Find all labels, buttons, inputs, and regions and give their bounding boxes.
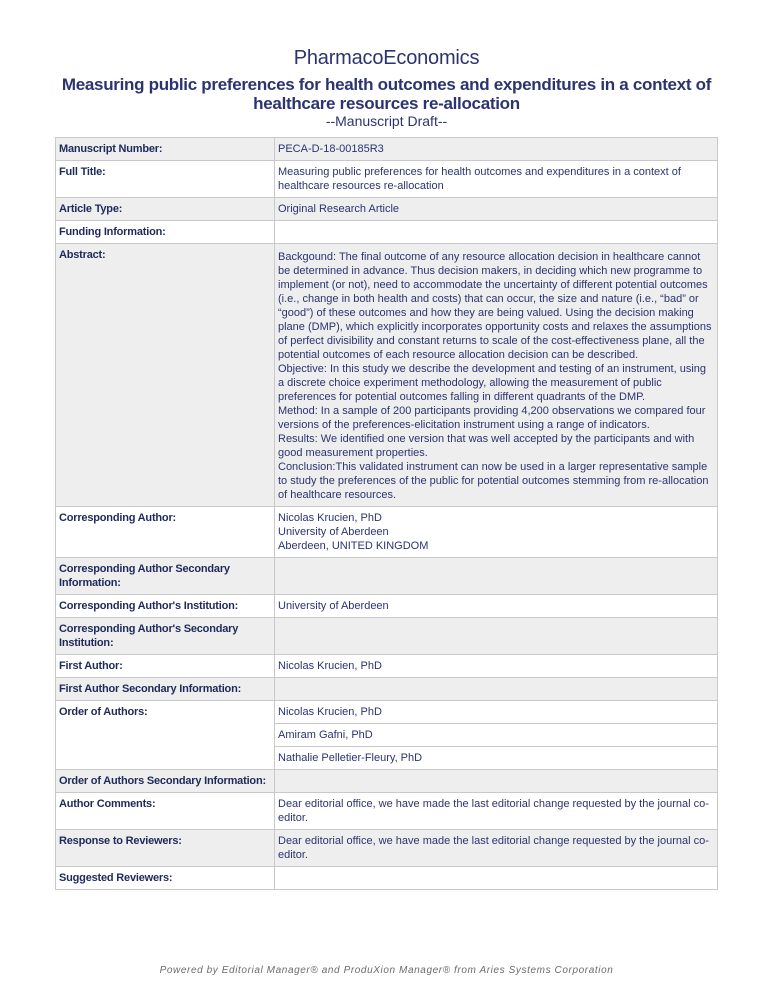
response-reviewers-label: Response to Reviewers:	[56, 830, 275, 867]
table-row	[56, 655, 718, 678]
abstract-label: Abstract:	[56, 244, 275, 507]
corr-secondary-value	[275, 558, 718, 595]
author-comments-value: Dear editorial office, we have made the last editorial change requested by the journal co-editor.	[275, 793, 718, 830]
corresponding-author-location: Aberdeen, UNITED KINGDOM	[278, 540, 429, 552]
draft-label: --Manuscript Draft--	[325, 113, 448, 129]
response-reviewers-value: Dear editorial office, we have made the last editorial change requested by the journal co-editor.	[275, 830, 718, 867]
table-row	[56, 701, 718, 724]
corr-secondary-label: Corresponding Author Secondary Information:	[56, 558, 275, 595]
order-secondary-label: Order of Authors Secondary Information:	[56, 770, 275, 793]
table-row	[56, 244, 718, 507]
table-row	[56, 558, 718, 595]
author-1: Nicolas Krucien, PhD	[275, 701, 718, 724]
manuscript-title: Measuring public preferences for health outcomes and expenditures in a context of healthcare resources re-allocation	[61, 75, 712, 113]
corr-institution-label: Corresponding Author's Institution:	[56, 595, 275, 618]
manuscript-number-value: PECA-D-18-00185R3	[275, 138, 718, 161]
table-row	[56, 161, 718, 198]
corresponding-author-institution: University of Aberdeen	[278, 526, 389, 538]
article-type-value: Original Research Article	[275, 198, 718, 221]
corr-secondary-institution-value	[275, 618, 718, 655]
author-comments-label: Author Comments:	[56, 793, 275, 830]
suggested-reviewers-value	[275, 867, 718, 890]
funding-label: Funding Information:	[56, 221, 275, 244]
order-of-authors-label: Order of Authors:	[56, 701, 275, 770]
author-3: Nathalie Pelletier-Fleury, PhD	[275, 747, 718, 770]
corr-institution-value: University of Aberdeen	[275, 595, 718, 618]
full-title-value: Measuring public preferences for health outcomes and expenditures in a context of healthcare resources re-allocation	[275, 161, 718, 198]
first-author-label: First Author:	[56, 655, 275, 678]
article-type-label: Article Type:	[56, 198, 275, 221]
abstract-method: Method: In a sample of 200 participants providing 4,200 observations we compared four versions of the preferences-elicitation instrument using a range of indicators.	[278, 405, 706, 431]
abstract-value	[275, 244, 718, 507]
table-row	[56, 507, 718, 558]
document-header	[0, 46, 773, 129]
table-row	[56, 793, 718, 830]
table-row	[56, 198, 718, 221]
suggested-reviewers-label: Suggested Reviewers:	[56, 867, 275, 890]
table-row	[56, 830, 718, 867]
first-author-value: Nicolas Krucien, PhD	[275, 655, 718, 678]
manuscript-info-table	[55, 137, 718, 890]
abstract-background: Backgound: The final outcome of any resource allocation decision in healthcare cannot be determined in advance. Thus decision makers, in deciding which new programme to implement (or not), need to accommodate the uncertainty of different potential outcomes (i.e., change in both health and costs) that can occur, the size and nature (i.e., “bad” or “good”) of these outcomes and how they are being valued. Using the decision making plane (DMP), which explicitly incorporates opportunity costs and relaxes the assumptions of perfect divisibility and constant returns to scale of the cost-effectiveness plane, all the potential outcomes of each resource allocation decision can be described.	[278, 251, 712, 361]
abstract-objective: Objective: In this study we describe the development and testing of an instrument, using a discrete choice experiment methodology, allowing the measurement of public preferences for potential outcomes falling in different quadrants of the DMP.	[278, 363, 707, 403]
corresponding-author-name: Nicolas Krucien, PhD	[278, 512, 382, 524]
full-title-label: Full Title:	[56, 161, 275, 198]
abstract-conclusion: Conclusion:This validated instrument can now be used in a larger representative sample to study the preferences of the public for potential outcomes stemming from re-allocation of healthcare resources.	[278, 461, 709, 501]
corresponding-author-value	[275, 507, 718, 558]
table-row	[56, 138, 718, 161]
table-row	[56, 770, 718, 793]
table-row	[56, 867, 718, 890]
first-author-secondary-label: First Author Secondary Information:	[56, 678, 275, 701]
funding-value	[275, 221, 718, 244]
journal-name: PharmacoEconomics	[293, 47, 480, 69]
manuscript-number-label: Manuscript Number:	[56, 138, 275, 161]
corresponding-author-label: Corresponding Author:	[56, 507, 275, 558]
table-row	[56, 221, 718, 244]
order-secondary-value	[275, 770, 718, 793]
author-2: Amiram Gafni, PhD	[275, 724, 718, 747]
first-author-secondary-value	[275, 678, 718, 701]
table-row	[56, 618, 718, 655]
corr-secondary-institution-label: Corresponding Author's Secondary Institution:	[56, 618, 275, 655]
table-row	[56, 595, 718, 618]
table-row	[56, 678, 718, 701]
footer-credit: Powered by Editorial Manager® and ProduXion Manager® from Aries Systems Corporation	[159, 965, 614, 976]
abstract-results: Results: We identified one version that was well accepted by the participants and with good measurement properties.	[278, 433, 695, 459]
